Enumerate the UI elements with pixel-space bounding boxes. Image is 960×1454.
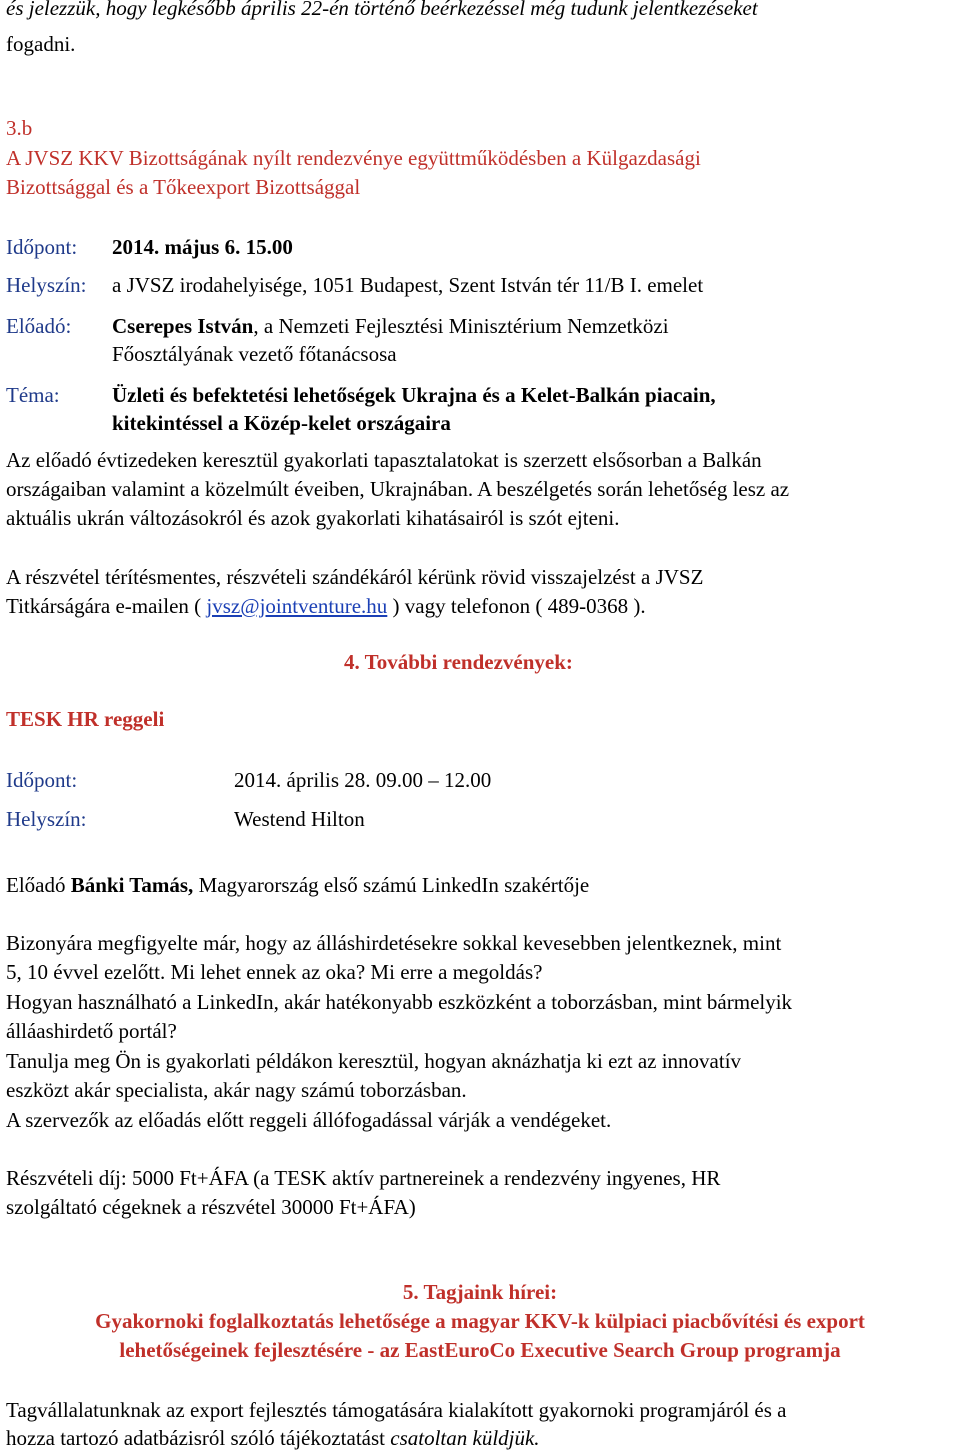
para1-line-1: Az előadó évtizedeken keresztül gyakorlati tapasztalatokat is szerzett elsősorban a Balkán xyxy=(6,448,762,472)
section-3b-title-line-1: A JVSZ KKV Bizottságának nyílt rendezvénye együttműködésben a Külgazdasági xyxy=(6,146,701,170)
event-p1-line-2: 5, 10 évvel ezelőtt. Mi lehet ennek az oka? Mi erre a megoldás? xyxy=(6,960,543,984)
section-3b-title-line-2: Bizottsággal és a Tőkeexport Bizottsággal xyxy=(6,175,361,199)
event-eloado-name: Bánki Tamás, xyxy=(70,873,194,897)
eloado-name: Cserepes István xyxy=(112,314,254,338)
event-idopont-label: Időpont: xyxy=(6,768,78,792)
fee-line-2: szolgáltató cégeknek a részvétel 30000 Ft+ÁFA) xyxy=(6,1195,416,1219)
event-p1-line-1: Bizonyára megfigyelte már, hogy az álláshirdetésekre sokkal kevesebben jelentkeznek, mint xyxy=(6,931,782,955)
event-p2-line-1: Hogyan használható a LinkedIn, akár hatékonyabb eszközként a toborzásban, mint bármelyik xyxy=(6,990,793,1014)
para2-pre: Titkárságára e-mailen ( xyxy=(6,594,207,618)
event-p3-line-1: Tanulja meg Ön is gyakorlati példákon keresztül, hogyan aknázhatja ki ezt az innovatív xyxy=(6,1049,742,1073)
tema-label: Téma: xyxy=(6,383,60,407)
event-helyszin-label: Helyszín: xyxy=(6,807,87,831)
para2-line-1: A részvétel térítésmentes, részvételi szándékáról kérünk rövid visszajelzést a JVSZ xyxy=(6,565,704,589)
idopont-label: Időpont: xyxy=(6,235,78,259)
event-eloado xyxy=(6,871,589,899)
section-5-body-line-1: Tagvállalatunknak az export fejlesztés támogatására kialakított gyakornoki programjáról és a xyxy=(6,1398,787,1422)
intro-line-1: és jelezzük, hogy legkésőbb április 22-én történő beérkezéssel még tudunk jelentkezéseket xyxy=(6,0,758,20)
section-5-body-italic: csatoltan küldjük. xyxy=(390,1426,540,1450)
event-helyszin-value: Westend Hilton xyxy=(234,807,365,831)
tema-line-2: kitekintéssel a Közép-kelet országaira xyxy=(112,411,451,435)
section-5-subtitle-line-2: lehetőségeinek fejlesztésére - az EastEuroCo Executive Search Group programja xyxy=(119,1338,841,1362)
para2-post: ) vagy telefonon ( 489-0368 ). xyxy=(387,594,646,618)
eloado-line-2: Főosztályának vezető főtanácsosa xyxy=(112,342,397,366)
intro-line-2: fogadni. xyxy=(6,32,76,56)
helyszin-value: a JVSZ irodahelyisége, 1051 Budapest, Szent István tér 11/B I. emelet xyxy=(112,273,704,297)
eloado-rest: , a Nemzeti Fejlesztési Minisztérium Nemzetközi xyxy=(253,314,669,338)
eloado-label: Előadó: xyxy=(6,314,72,338)
event-p2-line-2: álláashirdető portál? xyxy=(6,1019,177,1043)
event-p3-line-2: eszközt akár specialista, akár nagy számú toborzásban. xyxy=(6,1078,467,1102)
section-5-heading: 5. Tagjaink hírei: xyxy=(402,1280,558,1304)
email-link[interactable]: jvsz@jointventure.hu xyxy=(206,594,388,618)
helyszin-label: Helyszín: xyxy=(6,273,87,297)
para1-line-3: aktuális ukrán változásokról és azok gyakorlati kihatásairól is szót ejteni. xyxy=(6,506,620,530)
event-eloado-rest: Magyarország első számú LinkedIn szakértője xyxy=(193,873,590,897)
section-5-body-line-2 xyxy=(6,1424,540,1452)
idopont-value: 2014. május 6. 15.00 xyxy=(112,235,293,259)
eloado-line-1 xyxy=(112,312,669,340)
section-5-body-pre: hozza tartozó adatbázisról szóló tájékoztatást xyxy=(6,1426,391,1450)
section-3b-number: 3.b xyxy=(6,116,33,140)
event-p4-line-1: A szervezők az előadás előtt reggeli állófogadással várják a vendégeket. xyxy=(6,1108,612,1132)
event-title: TESK HR reggeli xyxy=(6,707,165,731)
section-5-subtitle-line-1: Gyakornoki foglalkoztatás lehetősége a magyar KKV-k külpiaci piacbővítési és export xyxy=(95,1309,865,1333)
section-4-heading: 4. További rendezvények: xyxy=(344,650,573,674)
para2-line-2 xyxy=(6,592,646,620)
event-idopont-value: 2014. április 28. 09.00 – 12.00 xyxy=(234,768,492,792)
event-eloado-pre: Előadó xyxy=(6,873,71,897)
fee-line-1: Részvételi díj: 5000 Ft+ÁFA (a TESK aktív partnereinek a rendezvény ingyenes, HR xyxy=(6,1166,721,1190)
para1-line-2: országaiban valamint a közelmúlt éveiben, Ukrajnában. A beszélgetés során lehetőség lesz az xyxy=(6,477,790,501)
tema-line-1: Üzleti és befektetési lehetőségek Ukrajna és a Kelet-Balkán piacain, xyxy=(112,383,716,407)
